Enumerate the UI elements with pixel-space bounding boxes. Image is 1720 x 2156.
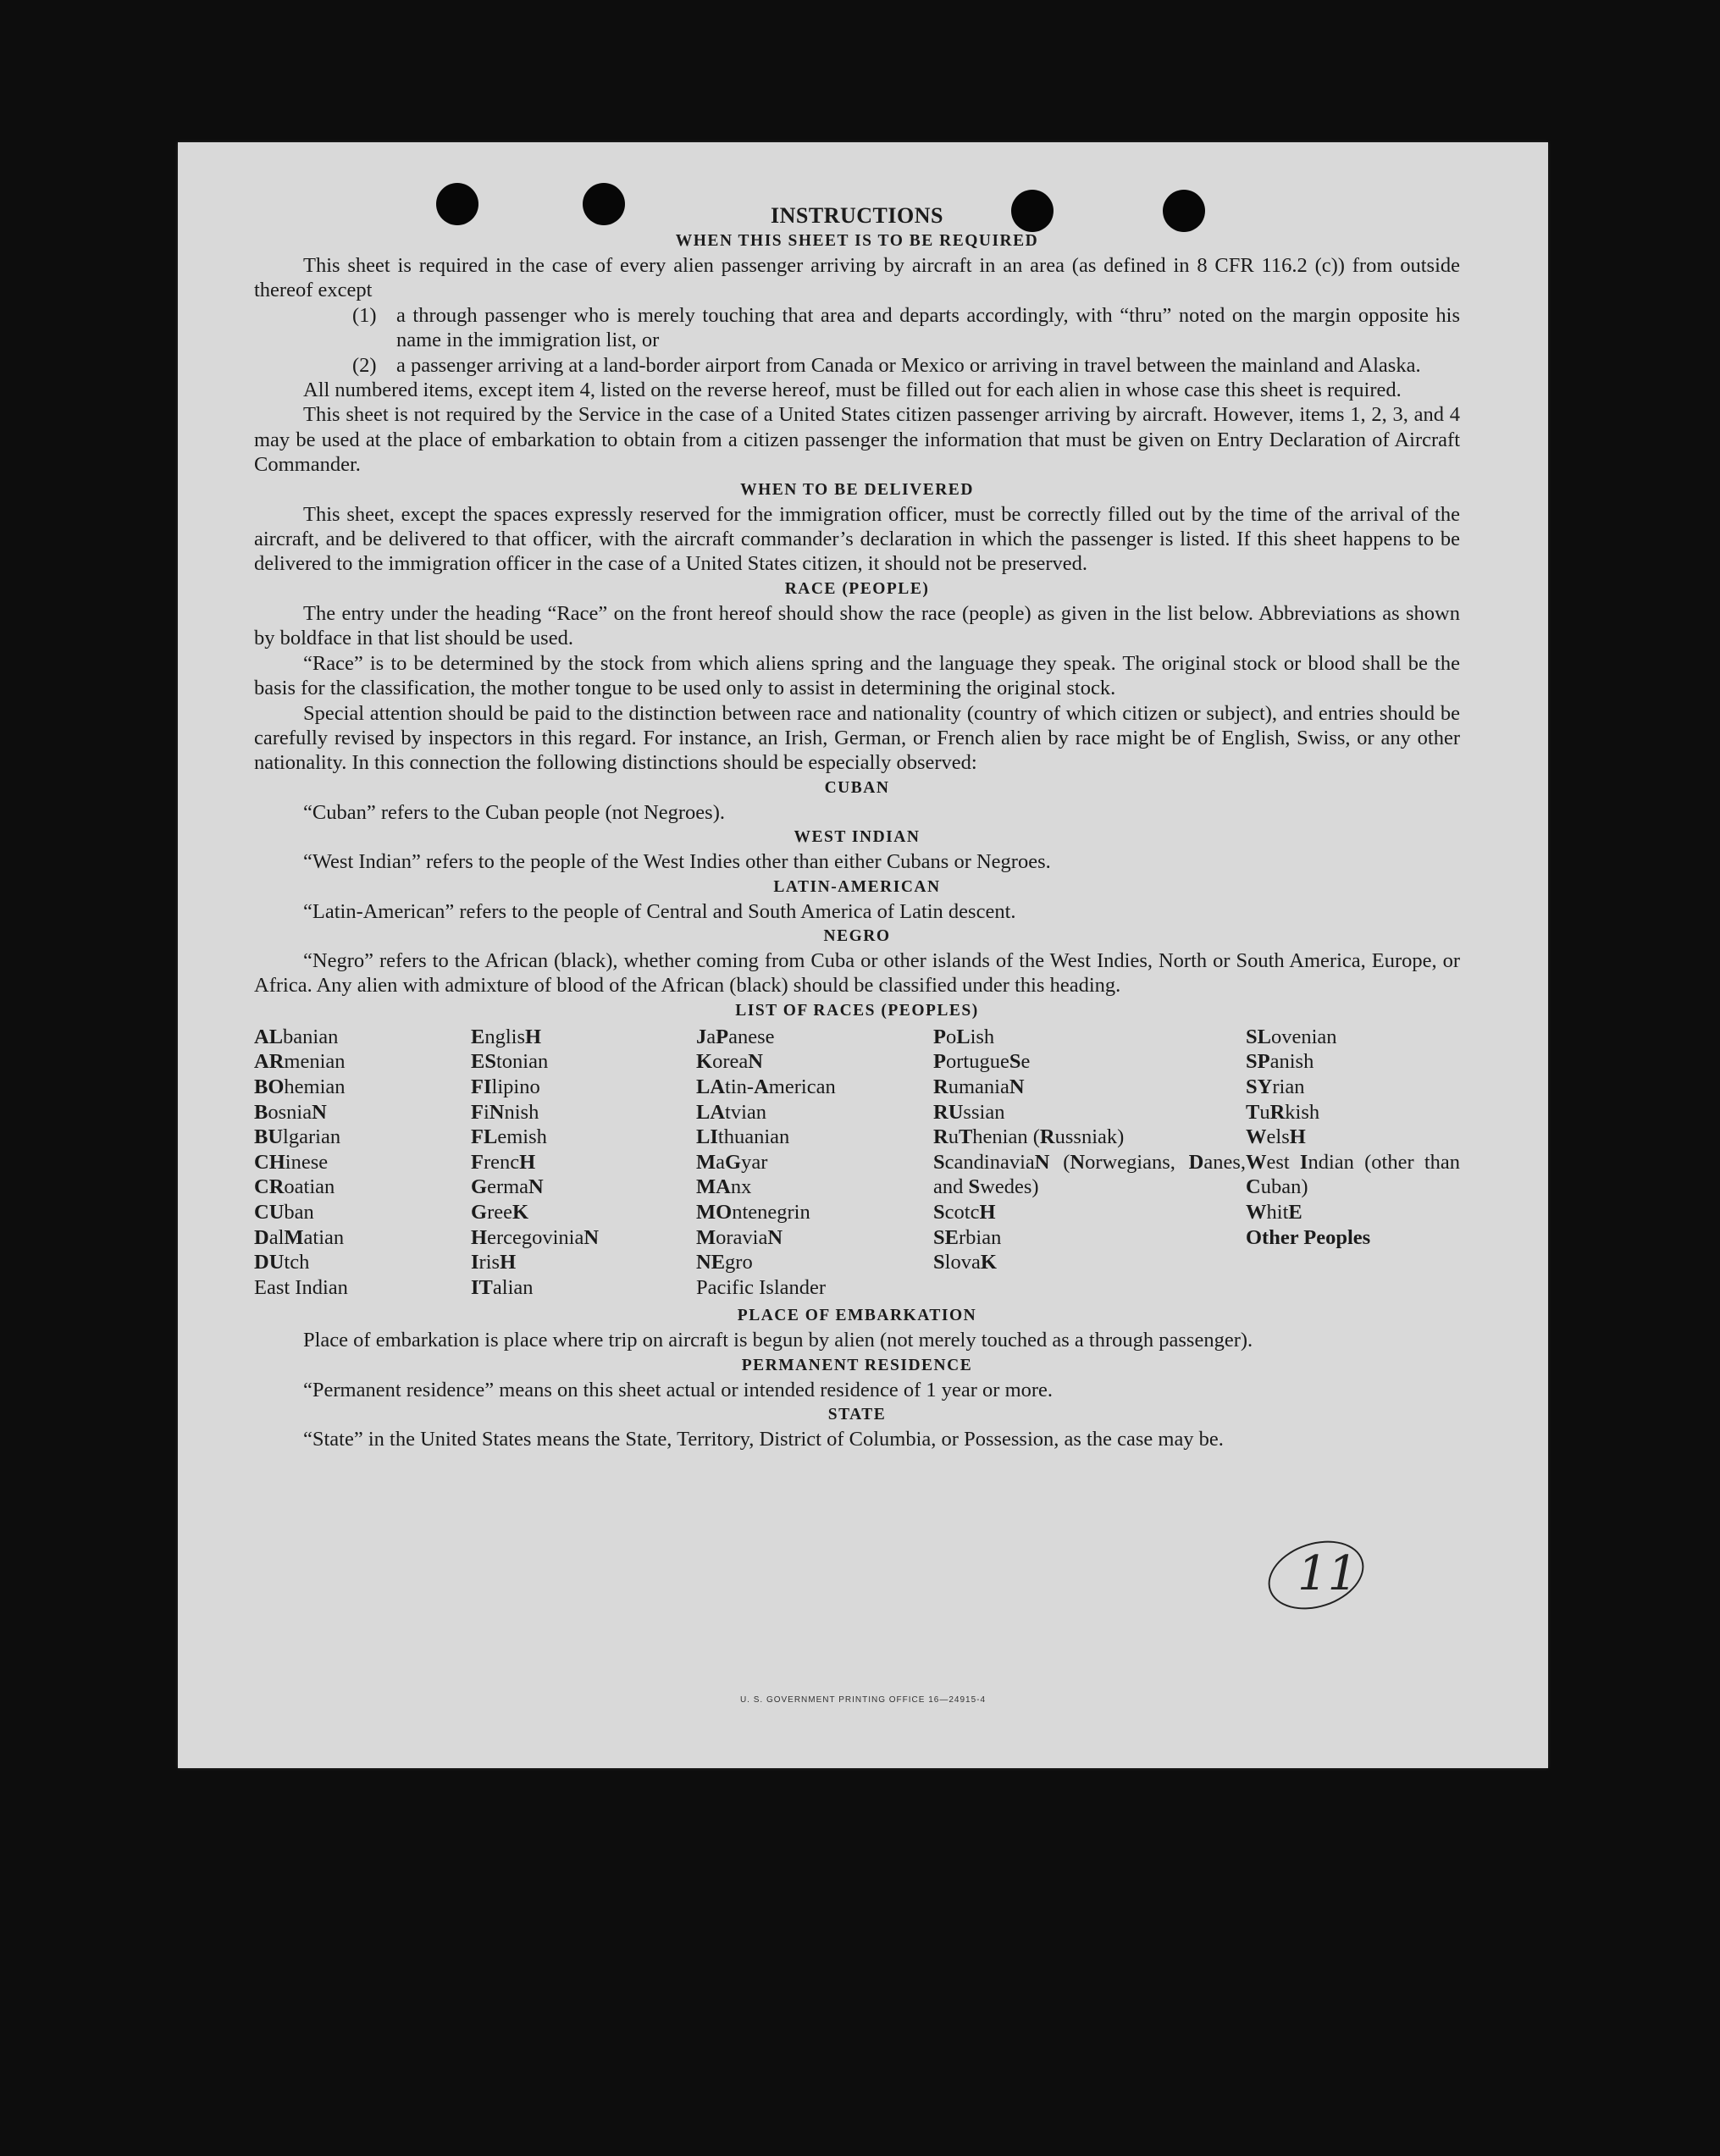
race-entry: ARmenian bbox=[254, 1050, 346, 1074]
paragraph: “Negro” refers to the African (black), whether coming from Cuba or other islands of the West Indies, North or South America, Europe, or Africa. Any alien with admixture of blood of the African (black) should be classified under this heading. bbox=[254, 948, 1460, 998]
race-entry: SYrian bbox=[1246, 1075, 1305, 1098]
paragraph: “State” in the United States means the State, Territory, District of Columbia, or Possession, as the case may be. bbox=[303, 1428, 1224, 1451]
section-heading-embarkation: PLACE OF EMBARKATION bbox=[737, 1307, 977, 1325]
race-entry: GreeK bbox=[471, 1200, 529, 1224]
section-heading-state: STATE bbox=[827, 1406, 887, 1424]
section-heading-when-delivered: WHEN TO BE DELIVERED bbox=[740, 480, 974, 499]
paragraph: “Race” is to be determined by the stock from which aliens spring and the language they speak. The original stock or blood shall be the basis for the classification, the mother tongue to be used only to assist in determining the original stock. bbox=[254, 651, 1460, 700]
race-entry: RUssian bbox=[933, 1100, 1005, 1124]
races-column bbox=[1246, 1025, 1460, 1301]
section-heading-cuban: CUBAN bbox=[824, 778, 890, 797]
race-entry: WhitE bbox=[1246, 1200, 1302, 1224]
race-entry: LAtin-American bbox=[696, 1075, 836, 1098]
race-entry: PortugueSe bbox=[933, 1050, 1031, 1074]
races-column bbox=[696, 1025, 933, 1301]
races-column bbox=[471, 1025, 696, 1301]
races-column bbox=[933, 1025, 1246, 1301]
printer-imprint: U. S. GOVERNMENT PRINTING OFFICE 16—24915-4 bbox=[739, 1695, 987, 1705]
race-entry: LIthuanian bbox=[696, 1125, 790, 1149]
race-entry: JaPanese bbox=[696, 1025, 775, 1048]
paragraph: Special attention should be paid to the distinction between race and nationality (country of which citizen or subject), and entries should be carefully revised by inspectors in this regard. For instance, an Irish, German, or French alien by race might be of English, Swiss, or any other nationality. In this connection the following distinctions should be especially observed: bbox=[254, 701, 1460, 775]
race-entry: CRoatian bbox=[254, 1175, 335, 1199]
race-entry: FiNnish bbox=[471, 1100, 539, 1124]
section-heading-negro: NEGRO bbox=[823, 926, 891, 945]
handwritten-annotation: 11 bbox=[1297, 1546, 1358, 1601]
paragraph: This sheet, except the spaces expressly reserved for the immigration officer, must be correctly filled out by the time of the arrival of the aircraft, and be delivered to that officer, with the aircraft commander’s declaration in which the passenger is listed. If this sheet happens to be delivered to the immigration officer in the case of a United States citizen, it should not be preserved. bbox=[254, 502, 1460, 576]
race-entry: DUtch bbox=[254, 1251, 310, 1274]
numbered-item bbox=[254, 303, 1460, 353]
paragraph: “Permanent residence” means on this sheet actual or intended residence of 1 year or more. bbox=[303, 1378, 1054, 1401]
race-entry: FIlipino bbox=[471, 1075, 540, 1098]
race-entry: MaGyar bbox=[696, 1150, 768, 1174]
section-heading-when-required: WHEN THIS SHEET IS TO BE REQUIRED bbox=[675, 232, 1039, 250]
section-heading-race: RACE (PEOPLE) bbox=[784, 579, 930, 598]
item-number: (1) bbox=[352, 303, 377, 327]
race-entry: CHinese bbox=[254, 1150, 329, 1174]
race-entry: PoLish bbox=[933, 1025, 995, 1048]
race-entry: SErbian bbox=[933, 1225, 1002, 1249]
race-entry: ScotcH bbox=[933, 1200, 996, 1224]
race-entry: CUban bbox=[254, 1200, 314, 1224]
section-heading-list-of-races: LIST OF RACES (PEOPLES) bbox=[735, 1001, 979, 1020]
race-entry: HercegoviniaN bbox=[471, 1225, 600, 1249]
paragraph: Place of embarkation is place where trip on aircraft is begun by alien (not merely touched as a through passenger). bbox=[303, 1329, 1253, 1352]
section-heading-residence: PERMANENT RESIDENCE bbox=[741, 1356, 973, 1374]
race-entry: West Indian (other than Cuban) bbox=[1246, 1150, 1460, 1199]
race-entry: SPanish bbox=[1246, 1050, 1314, 1074]
instructions-body bbox=[254, 203, 1460, 1452]
paragraph: “Cuban” refers to the Cuban people (not Negroes). bbox=[303, 800, 725, 824]
page-title: INSTRUCTIONS bbox=[771, 203, 943, 228]
paragraph: This sheet is not required by the Service in the case of a United States citizen passenger arriving by aircraft. However, items 1, 2, 3, and 4 may be used at the place of embarkation to obtain from a citizen passenger the information that must be given on Entry Declaration of Aircraft Commander. bbox=[254, 403, 1460, 477]
races-list bbox=[254, 1025, 1460, 1301]
paragraph: “West Indian” refers to the people of the West Indies other than either Cubans or Negroes. bbox=[303, 850, 1051, 874]
race-entry: RuThenian (Russniak) bbox=[933, 1125, 1125, 1149]
race-entry: EnglisH bbox=[471, 1025, 542, 1048]
paragraph: All numbered items, except item 4, listed on the reverse hereof, must be filled out for each alien in whose case this sheet is required. bbox=[303, 379, 1402, 402]
race-entry: East Indian bbox=[254, 1275, 348, 1299]
race-entry: RumaniaN bbox=[933, 1075, 1025, 1098]
item-text: a through passenger who is merely touching that area and departs accordingly, with “thru” noted on the margin opposite his name in the immigration list, or bbox=[396, 303, 1460, 352]
race-entry: BosniaN bbox=[254, 1100, 327, 1124]
race-entry: BUlgarian bbox=[254, 1125, 341, 1149]
race-entry: MAnx bbox=[696, 1175, 752, 1199]
numbered-item bbox=[254, 353, 1460, 378]
item-number: (2) bbox=[352, 353, 377, 377]
race-entry: ALbanian bbox=[254, 1025, 339, 1048]
race-entry: Other Peoples bbox=[1246, 1225, 1371, 1249]
race-entry: BOhemian bbox=[254, 1075, 346, 1098]
race-entry: SlovaK bbox=[933, 1251, 997, 1274]
race-entry: Pacific Islander bbox=[696, 1275, 827, 1299]
race-entry: GermaN bbox=[471, 1175, 544, 1199]
race-entry: SLovenian bbox=[1246, 1025, 1337, 1048]
race-entry: KoreaN bbox=[696, 1050, 763, 1074]
item-text: a passenger arriving at a land-border airport from Canada or Mexico or arriving in travel between the mainland and Alaska. bbox=[396, 353, 1421, 377]
paragraph: This sheet is required in the case of every alien passenger arriving by aircraft in an area (as defined in 8 CFR 116.2 (c)) from outside thereof except bbox=[254, 254, 1460, 302]
race-entry: FLemish bbox=[471, 1125, 547, 1149]
race-entry: WelsH bbox=[1246, 1125, 1306, 1149]
race-entry: DalMatian bbox=[254, 1225, 345, 1249]
section-heading-west-indian: WEST INDIAN bbox=[794, 828, 921, 847]
race-entry: FrencH bbox=[471, 1150, 536, 1174]
race-entry: IrisH bbox=[471, 1251, 517, 1274]
race-entry: NEgro bbox=[696, 1251, 753, 1274]
race-entry: ITalian bbox=[471, 1275, 534, 1299]
race-entry: EStonian bbox=[471, 1050, 549, 1074]
race-entry: MoraviaN bbox=[696, 1225, 783, 1249]
race-entry: TuRkish bbox=[1246, 1100, 1320, 1124]
paragraph: “Latin-American” refers to the people of Central and South America of Latin descent. bbox=[303, 899, 1016, 923]
document-page bbox=[178, 142, 1548, 1768]
race-entry: ScandinaviaN (Norwegians, Danes, and Swedes) bbox=[933, 1150, 1247, 1199]
races-column bbox=[254, 1025, 471, 1301]
race-entry: MOntenegrin bbox=[696, 1200, 810, 1224]
paragraph: The entry under the heading “Race” on the front hereof should show the race (people) as given in the list below. Abbreviations as shown by boldface in that list should be used. bbox=[254, 601, 1460, 650]
section-heading-latin-american: LATIN-AMERICAN bbox=[773, 877, 941, 896]
race-entry: LAtvian bbox=[696, 1100, 767, 1124]
